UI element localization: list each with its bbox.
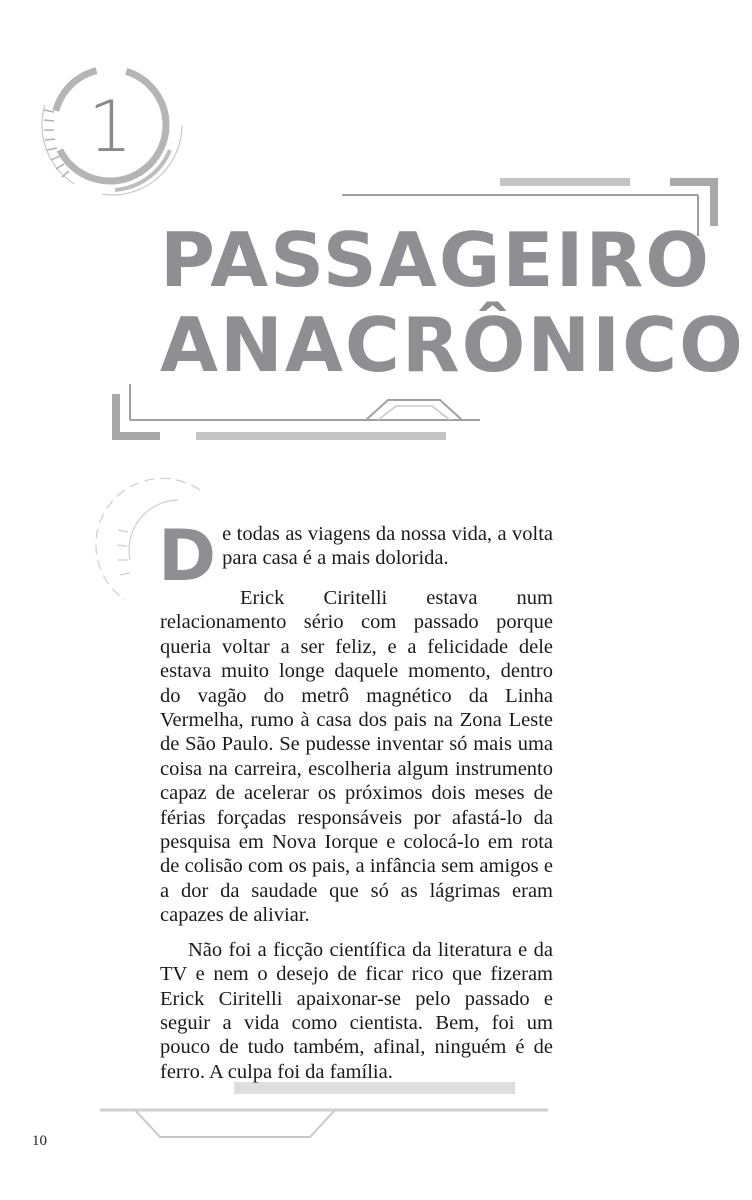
chapter-title-line-1: PASSAGEIRO xyxy=(160,216,712,304)
paragraph-1 xyxy=(158,515,553,597)
title-bottom-bracket xyxy=(112,384,480,440)
chapter-title-line-2: ANACRÔNICO xyxy=(160,301,745,389)
paragraph-3: Não foi a ficção científica da literatura e da TV e nem o desejo de ficar rico que fizeram Erick Ciritelli apaixonar-se pelo passado e seguir a vida como cientista. Bem, foi um pouco de tudo também, afinal, ninguém é de ferro. A culpa foi da família. xyxy=(160,938,553,1083)
chapter-body xyxy=(158,515,553,1084)
chapter-number: 1 xyxy=(88,86,133,168)
paragraph-2: Erick Ciritelli estava num relacionamento sério com passado porque queria voltar a ser feliz, e a felicidade dele estava muito longe daquele momento, dentro do vagão do metrô magnético da Linha Vermelha, rumo à casa dos pais na Zona Leste de São Paulo. Se pudesse inventar só mais uma coisa na carreira, escolheria algum instrumento capaz de acelerar os próximos dois meses de férias forçadas responsáveis por afastá-lo da pesquisa em Nova Iorque e colocá-lo em rota de colisão com os pais, a infância sem amigos e a dor da saudade que só as lágrimas eram capazes de aliviar. xyxy=(160,587,553,927)
page-number: 10 xyxy=(32,1133,47,1149)
paragraph-1-text: e todas as viagens da nossa vida, a volta para casa é a mais dolorida. xyxy=(222,523,553,570)
chapter-title xyxy=(160,216,745,389)
footer-ornament xyxy=(100,1082,548,1137)
drop-cap: D xyxy=(158,515,217,597)
